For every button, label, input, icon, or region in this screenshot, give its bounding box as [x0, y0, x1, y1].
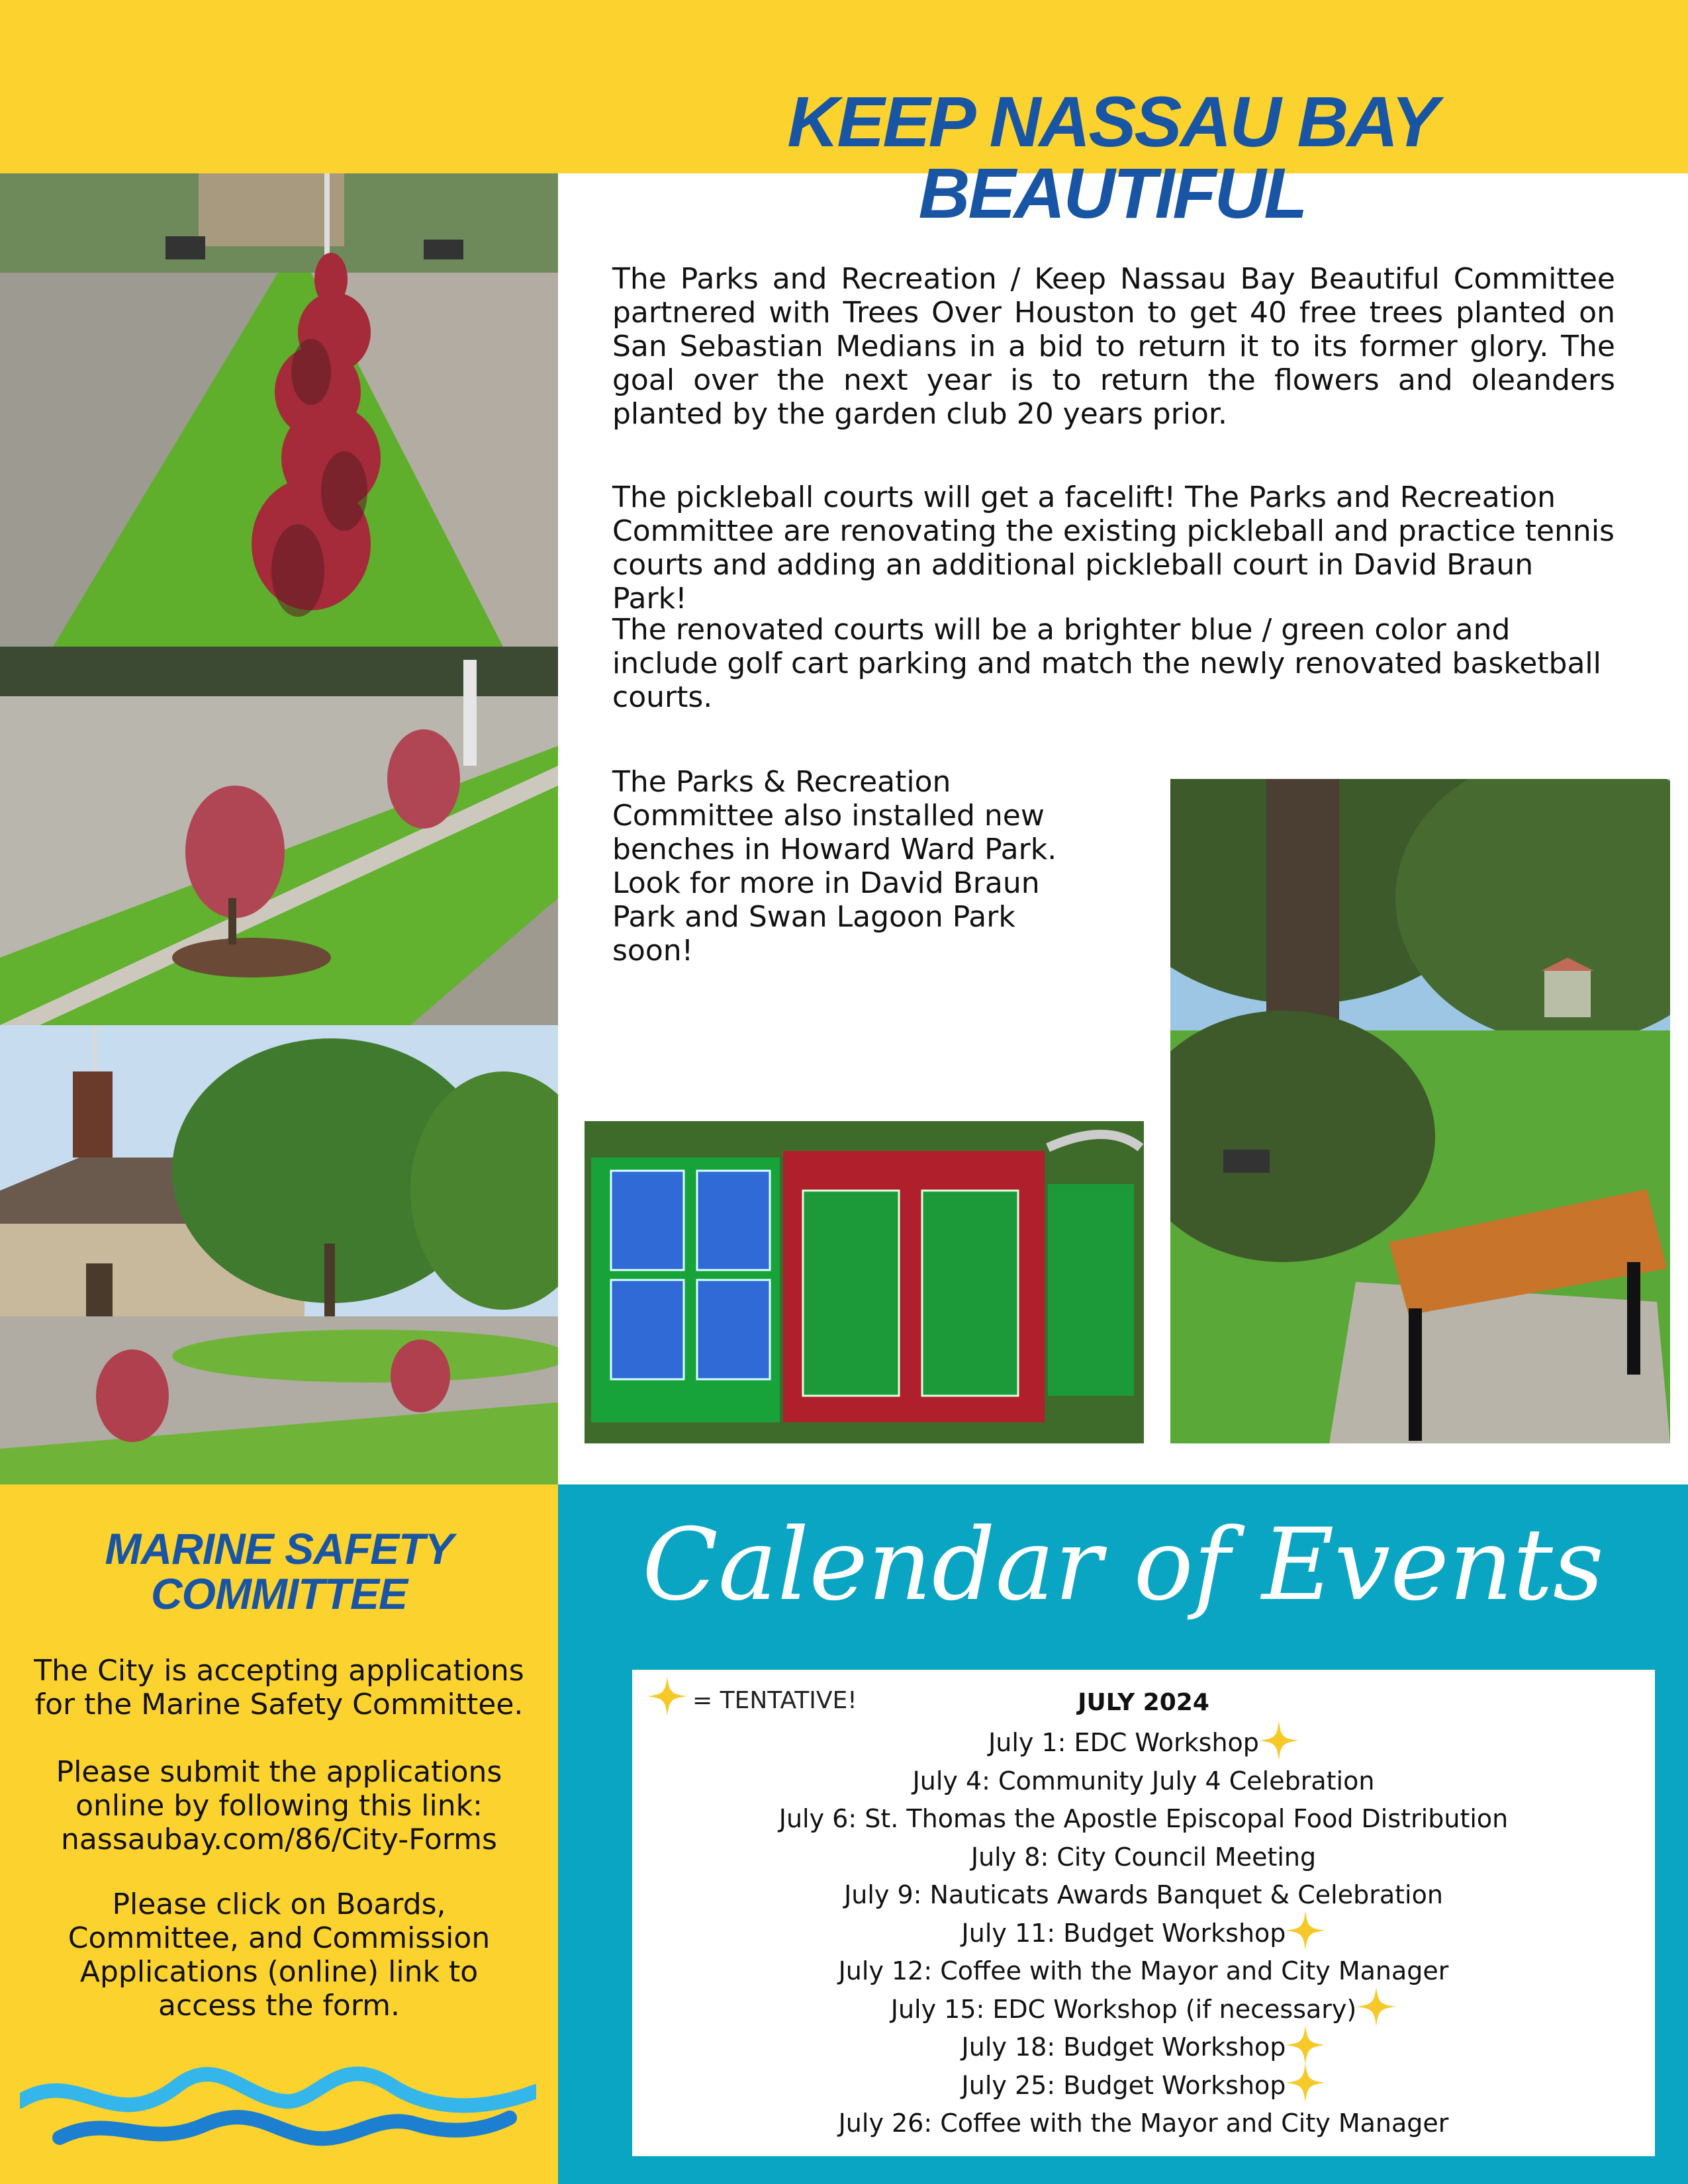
marine-text-submit: [26, 1755, 532, 1856]
event-item: [632, 1991, 1655, 2029]
page-title: KEEP NASSAU BAY BEAUTIFUL: [787, 81, 1437, 233]
star-icon: [1286, 2063, 1325, 2103]
marine-forms-link[interactable]: nassaubay.com/86/City-Forms: [61, 1823, 497, 1856]
event-list: [632, 1724, 1655, 2143]
calendar-title: Calendar of Events: [642, 1508, 1604, 1623]
event-item: [632, 1724, 1655, 1762]
median-trees-photo: [0, 173, 558, 647]
event-text: July 6: St. Thomas the Apostle Episcopal Food Distribution: [778, 1804, 1509, 1833]
calendar-month: JULY 2024: [1078, 1689, 1209, 1716]
event-text: July 8: City Council Meeting: [970, 1842, 1317, 1872]
community-building-photo: [0, 1025, 558, 1484]
event-item: [632, 1839, 1655, 1877]
event-item: [632, 2067, 1655, 2105]
star-icon: [1286, 1911, 1325, 1950]
event-text: July 25: Budget Workshop: [961, 2070, 1286, 2100]
pickleball-paragraph: The pickleball courts will get a facelift! The Parks and Recreation Committee are renovating the existing pickleball and practice tennis courts and adding an additional pickleball court in David Braun Park!: [612, 480, 1615, 615]
waves-icon: [20, 2038, 536, 2158]
median-shrubs-photo: [0, 647, 558, 1025]
marine-submit-line2: online by following this link:: [75, 1789, 483, 1823]
benches-paragraph: The Parks & Recreation Committee also installed new benches in Howard Ward Park. Look for more in David Braun Park and Swan Lagoon Park soon!: [612, 765, 1057, 968]
star-icon: [1259, 1721, 1299, 1760]
renovated-courts-paragraph: The renovated courts will be a brighter blue / green color and include golf cart parking and match the newly renovated basketball courts.: [612, 613, 1601, 714]
star-icon: [1356, 1987, 1396, 2026]
marine-text-instructions: Please click on Boards, Committee, and Commission Applications (online) link to access the form.: [68, 1888, 491, 2023]
event-item: [632, 1952, 1655, 1991]
event-text: July 15: EDC Workshop (if necessary): [890, 1994, 1357, 2024]
event-text: July 18: Budget Workshop: [961, 2032, 1286, 2062]
event-text: July 4: Community July 4 Celebration: [912, 1766, 1375, 1796]
marine-submit-line1: Please submit the applications: [56, 1755, 502, 1789]
event-item: [632, 1915, 1655, 1953]
event-text: July 11: Budget Workshop: [961, 1918, 1286, 1948]
event-text: July 12: Coffee with the Mayor and City Manager: [838, 1956, 1449, 1985]
marine-safety-title: [26, 1526, 532, 1616]
event-item: [632, 1800, 1655, 1839]
marine-title-line1: MARINE SAFETY: [105, 1524, 453, 1573]
trees-paragraph: The Parks and Recreation / Keep Nassau Bay Beautiful Committee partnered with Trees Over Houston to get 40 free trees planted on San Sebastian Medians in a bid to return it to its former glory. The goal over the next year is to return the flowers and oleanders planted by the garden club 20 years prior.: [612, 262, 1615, 431]
event-item: [632, 2105, 1655, 2143]
event-item: [632, 1762, 1655, 1801]
star-icon: [1286, 2025, 1325, 2065]
tentative-legend-label: = TENTATIVE!: [692, 1686, 857, 1714]
event-item: [632, 2028, 1655, 2067]
court-rendering-image: [585, 1121, 1144, 1443]
event-text: July 1: EDC Workshop: [988, 1728, 1259, 1757]
marine-title-line2: COMMITTEE: [151, 1569, 407, 1618]
event-item: [632, 1876, 1655, 1915]
marine-text-applications: The City is accepting applications for the Marine Safety Committee.: [34, 1654, 524, 1721]
event-text: July 9: Nauticats Awards Banquet & Celebration: [844, 1880, 1443, 1909]
park-bench-photo: [1170, 779, 1670, 1443]
event-text: July 26: Coffee with the Mayor and City Manager: [838, 2109, 1449, 2138]
